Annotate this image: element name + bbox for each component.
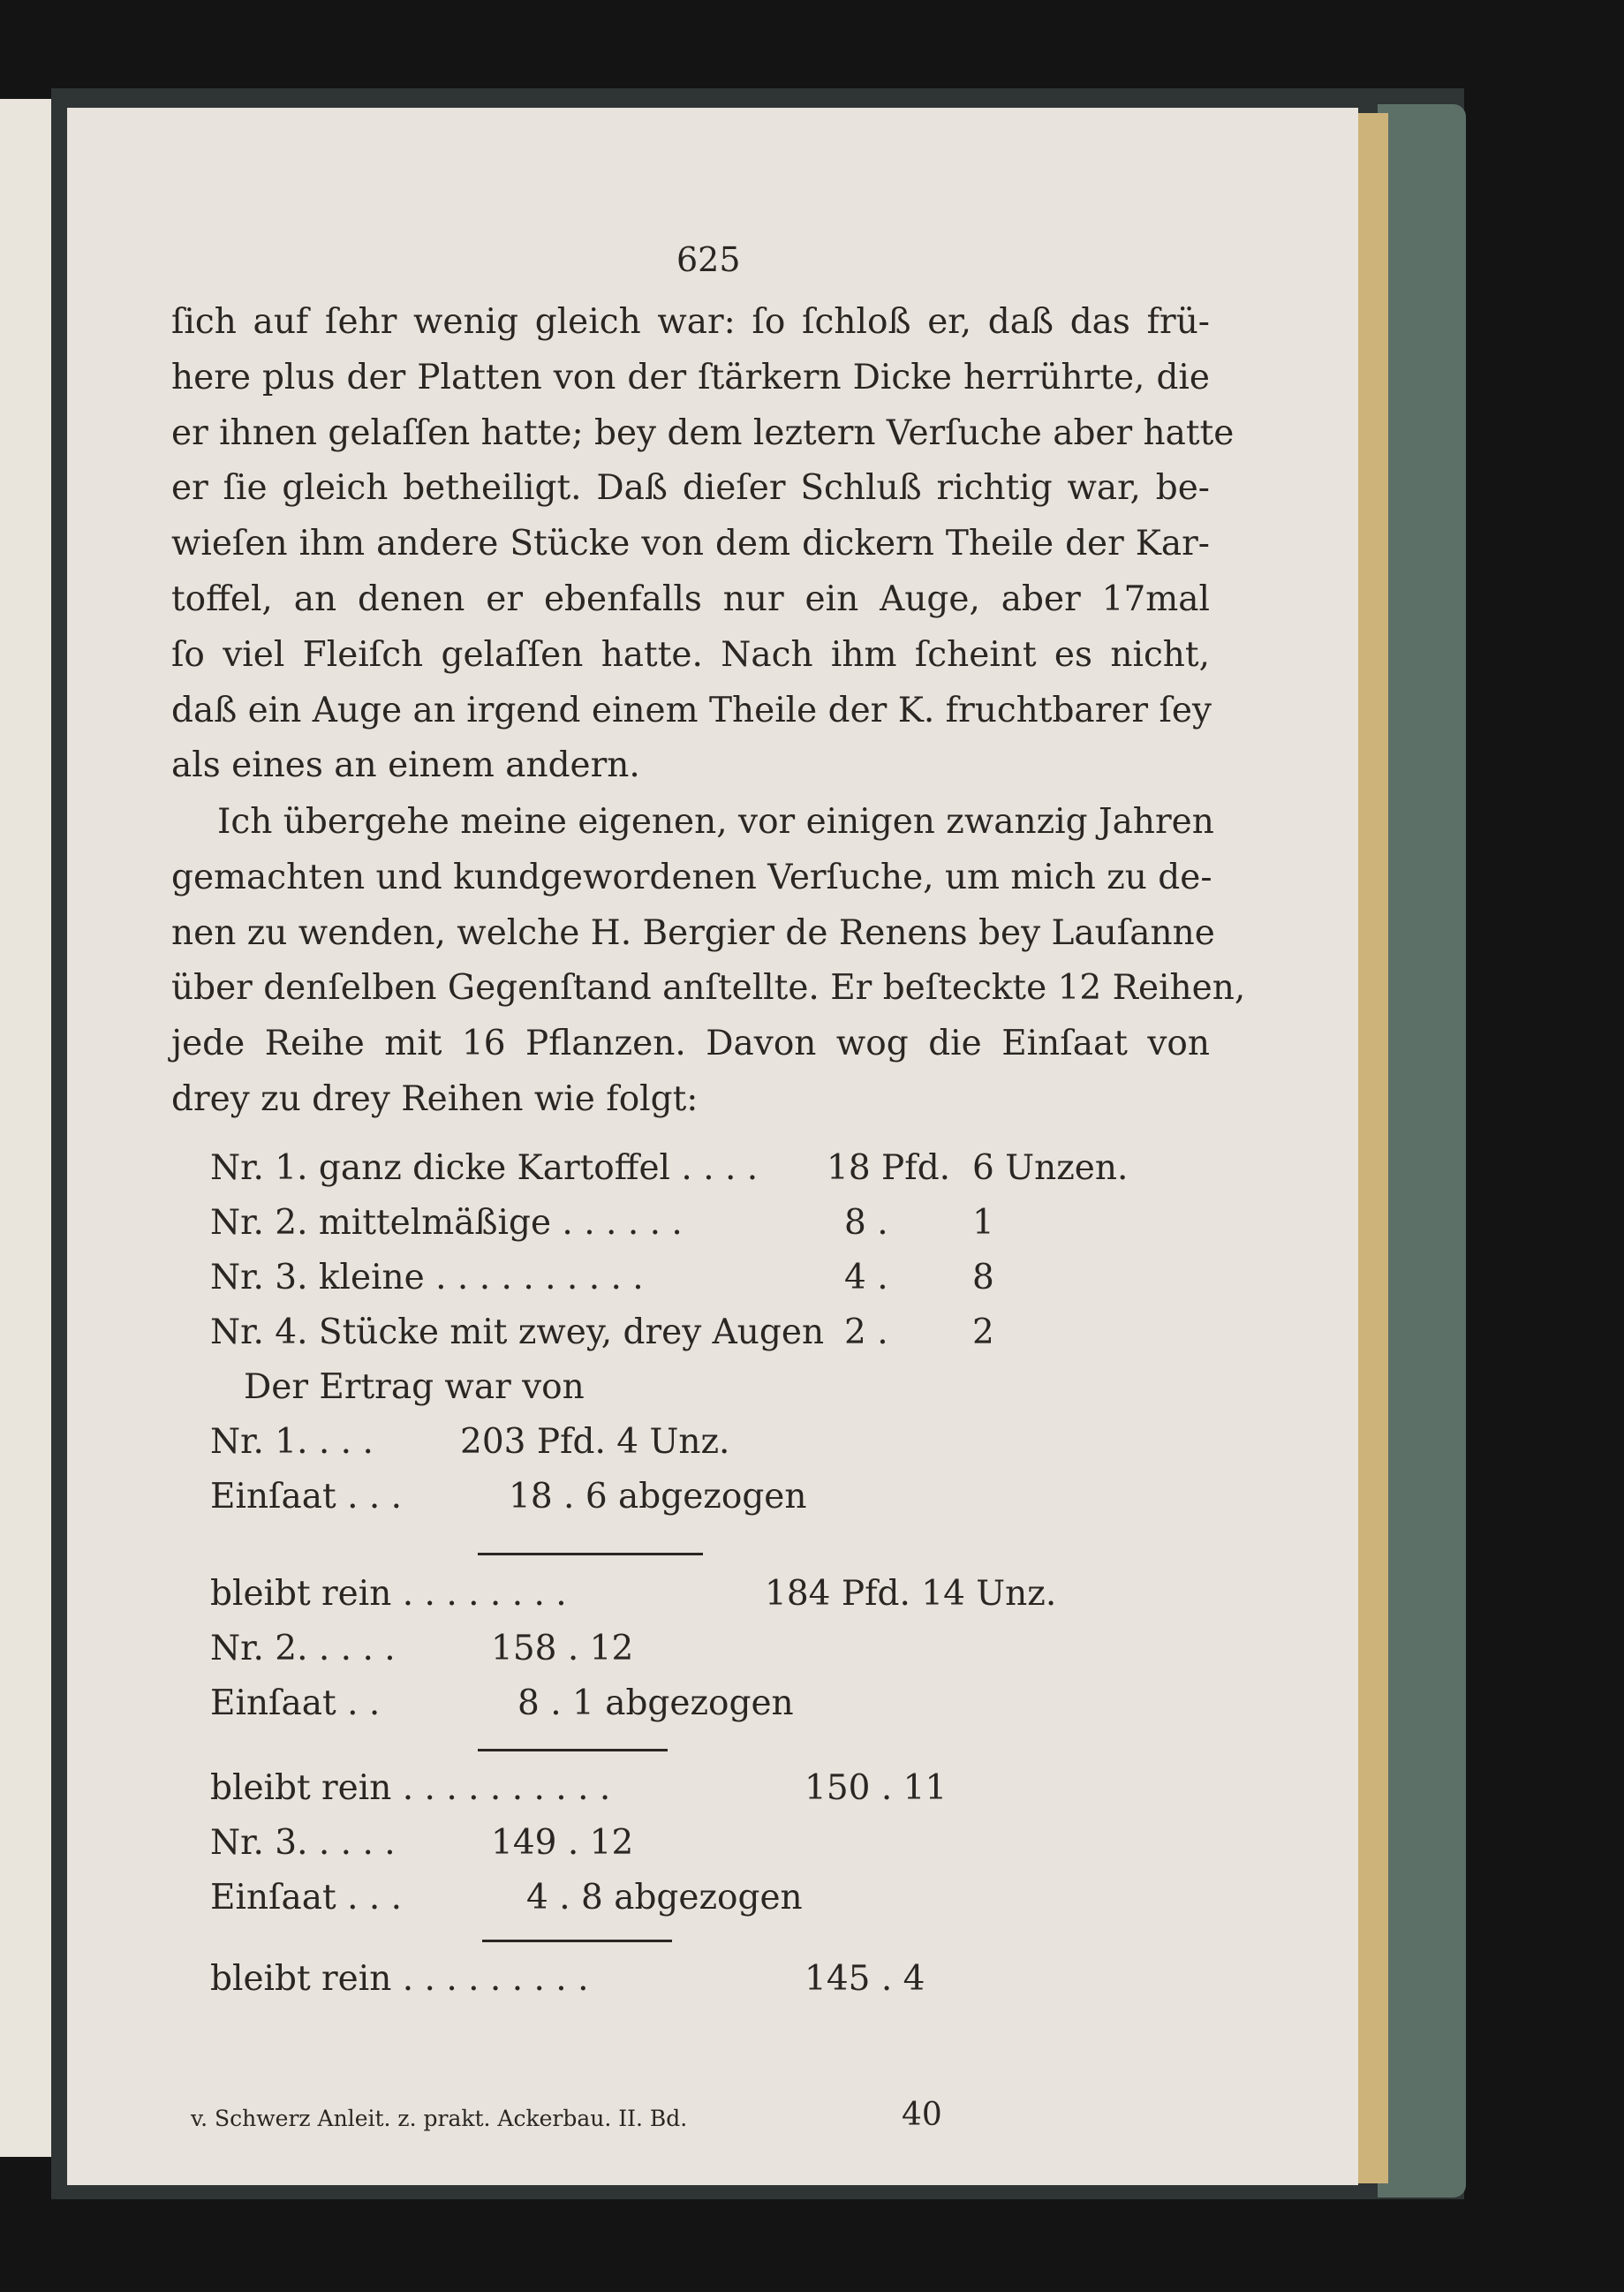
yield-net-label: bleibt rein . . . . . . . . . [210, 1959, 589, 1999]
paragraph-2 [171, 795, 1246, 1128]
text-line: wieſen ihm andere Stücke von dem dickern Theile der Kar- [171, 524, 1210, 564]
seed-row-label: Nr. 3. kleine . . . . . . . . . . [210, 1258, 644, 1297]
text-line: nen zu wenden, welche H. Bergier de Renens bey Lauſanne [171, 912, 1215, 953]
yield-seed-label: Einſaat . . . [210, 1477, 403, 1517]
seed-row-label: Nr. 4. Stücke mit zwey, drey Augen [210, 1312, 825, 1352]
seed-row-pfd: 4 . [844, 1258, 888, 1297]
subtraction-rule [478, 1749, 668, 1751]
seed-row-pfd: 18 Pfd. [827, 1148, 951, 1188]
text-line: here plus der Platten von der ſtärkern Dicke herrührte, die [171, 357, 1210, 397]
yield-net-label: bleibt rein . . . . . . . . [210, 1574, 567, 1614]
text-line: als eines an einem andern. [171, 745, 640, 786]
yield-net-value: 145 . 4 [804, 1959, 925, 1999]
yield-seed-value: 18 . 6 abgezogen [509, 1477, 807, 1517]
text-line: er ihnen gelaſſen hatte; bey dem leztern Verſuche aber hatte [171, 412, 1235, 453]
yield-gross-value: 203 Pfd. 4 Unz. [460, 1422, 730, 1462]
yield-gross-label: Nr. 2. . . . . [210, 1629, 396, 1668]
yield-net-value: 150 . 11 [804, 1768, 948, 1808]
text-line: daß ein Auge an irgend einem Theile der K. fruchtbarer ſey [171, 690, 1212, 730]
seed-row-unzen: 6 Unzen. [972, 1148, 1129, 1188]
yield-gross-value: 158 . 12 [491, 1629, 634, 1668]
paragraph-1 [171, 295, 1235, 794]
cover-board [1378, 104, 1466, 2197]
yield-net-value: 184 Pfd. 14 Unz. [765, 1574, 1057, 1614]
yield-seed-label: Einſaat . . [210, 1683, 381, 1723]
text-line: er ſie gleich betheiligt. Daß dieſer Schluß richtig war, be- [171, 468, 1210, 509]
seed-row-label: Nr. 2. mittelmäßige . . . . . . [210, 1203, 683, 1243]
seed-row-label: Nr. 1. ganz dicke Kartoffel . . . . [210, 1148, 759, 1188]
text-line: drey zu drey Reihen wie folgt: [171, 1078, 699, 1119]
seed-row-unzen: 2 [972, 1312, 994, 1352]
seed-row-pfd: 2 . [844, 1312, 888, 1352]
yield-net-label: bleibt rein . . . . . . . . . . [210, 1768, 611, 1808]
footer-title: v. Schwerz Anleit. z. prakt. Ackerbau. II. Bd. [191, 2106, 688, 2131]
subtraction-rule [482, 1940, 672, 1942]
subtraction-rule [478, 1553, 703, 1555]
yield-seed-value: 8 . 1 abgezogen [517, 1683, 794, 1723]
seed-row-unzen: 8 [972, 1258, 994, 1297]
text-line: jede Reihe mit 16 Pflanzen. Davon wog die Einſaat von [171, 1024, 1210, 1064]
book-page [67, 108, 1358, 2185]
yield-gross-value: 149 . 12 [491, 1823, 634, 1863]
yield-gross-label: Nr. 3. . . . . [210, 1823, 396, 1863]
seed-row-unzen: 1 [972, 1203, 994, 1243]
page-number: 625 [676, 240, 741, 279]
yield-gross-label: Nr. 1. . . . [210, 1422, 374, 1462]
text-line: ſo viel Fleiſch gelaſſen hatte. Nach ihm ſcheint es nicht, [171, 634, 1210, 675]
text-line: toffel, an denen er ebenfalls nur ein Auge, aber 17mal [171, 579, 1210, 619]
yield-seed-label: Einſaat . . . [210, 1878, 403, 1918]
text-line: Ich übergehe meine eigenen, vor einigen zwanzig Jahren [217, 802, 1214, 842]
text-line: ſich auf ſehr wenig gleich war: ſo ſchloß er, daß das frü- [171, 302, 1210, 342]
yield-heading: Der Ertrag war von [244, 1367, 585, 1407]
text-line: über denſelben Gegenſtand anſtellte. Er beſteckte 12 Reihen, [171, 968, 1246, 1009]
signature-mark: 40 [902, 2097, 942, 2133]
text-line: gemachten und kundgewordenen Verſuche, um mich zu de- [171, 857, 1212, 897]
yield-seed-value: 4 . 8 abgezogen [526, 1878, 803, 1918]
seed-row-pfd: 8 . [844, 1203, 888, 1243]
